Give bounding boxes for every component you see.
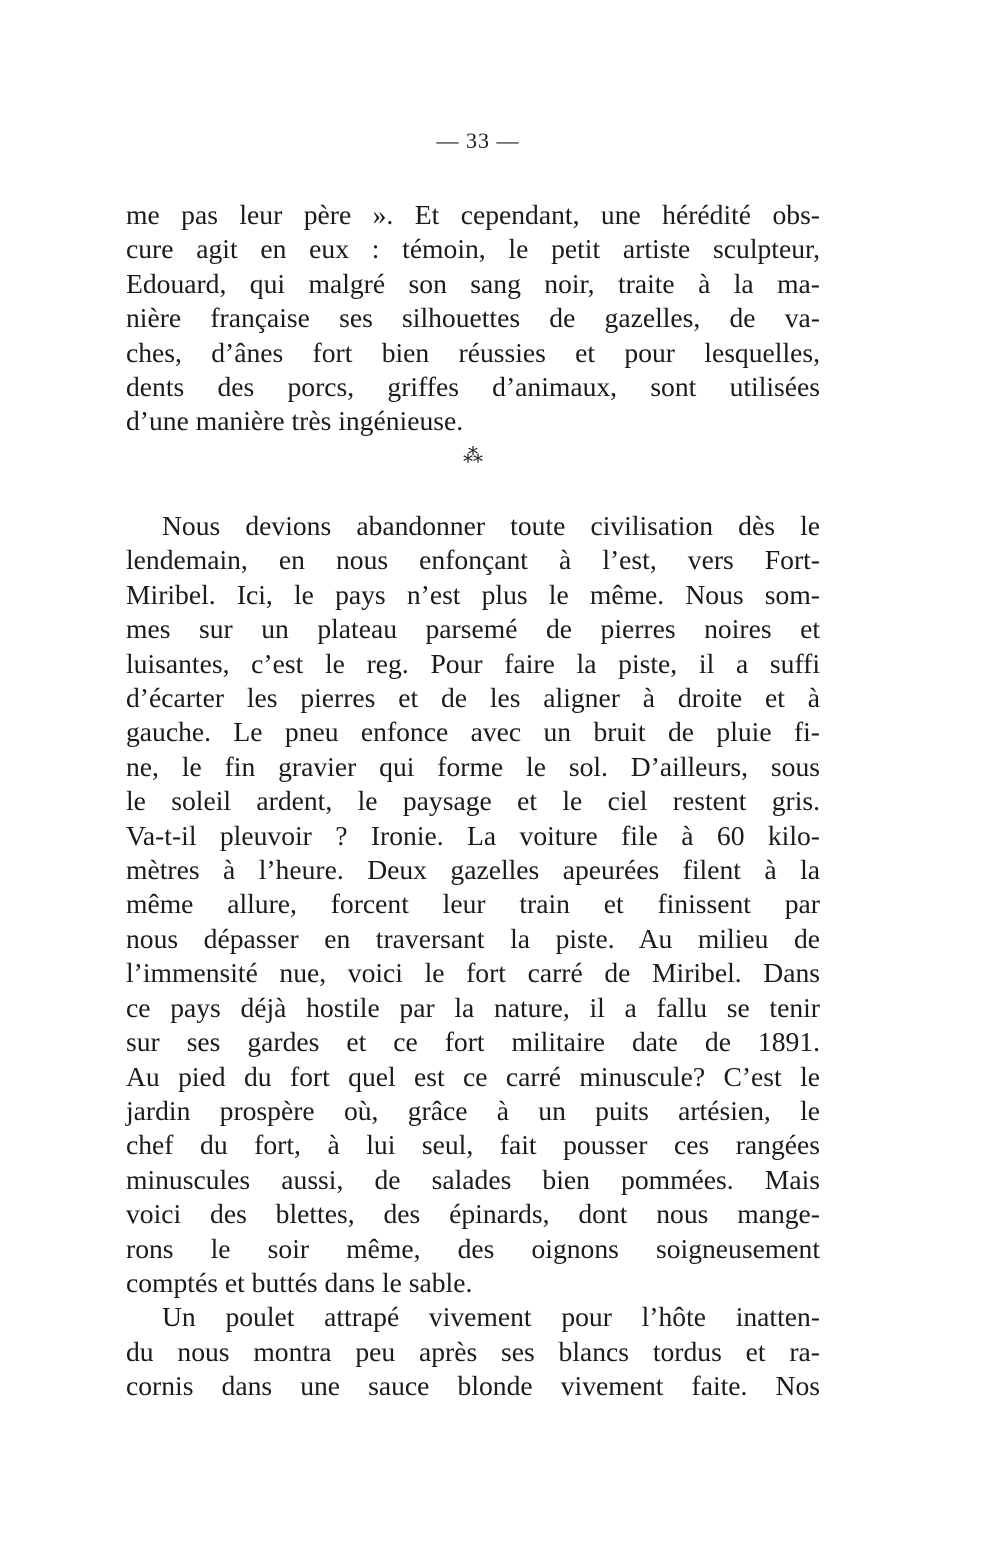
section-ornament: ⁂: [463, 445, 483, 467]
text-line: gauche. Le pneu enfonce avec un bruit de pluie fi-: [126, 716, 820, 748]
text-line: ce pays déjà hostile par la nature, il a fallu se tenir: [126, 991, 820, 1023]
text-line: cornis dans une sauce blonde vivement faite. Nos: [126, 1370, 820, 1402]
text-line: même allure, forcent leur train et finissent par: [126, 888, 820, 920]
text-line: ches, d’ânes fort bien réussies et pour lesquelles,: [126, 336, 820, 368]
text-line: dents des porcs, griffes d’animaux, sont utilisées: [126, 371, 820, 403]
text-line: sur ses gardes et ce fort militaire date de 1891.: [126, 1026, 820, 1058]
page-number: — 33 —: [436, 128, 520, 153]
text-line: d’une manière très ingénieuse.: [126, 405, 464, 437]
text-line: ne, le fin gravier qui forme le sol. D’ailleurs, sous: [126, 750, 820, 782]
text-line: l’immensité nue, voici le fort carré de Miribel. Dans: [126, 957, 820, 989]
text-line: cure agit en eux : témoin, le petit artiste sculpteur,: [126, 233, 820, 265]
text-line: rons le soir même, des oignons soigneusement: [126, 1232, 820, 1264]
text-line: mètres à l’heure. Deux gazelles apeurées filent à la: [126, 854, 820, 886]
text-line: mes sur un plateau parsemé de pierres noires et: [126, 613, 820, 645]
text-line: Au pied du fort quel est ce carré minuscule? C’est le: [126, 1060, 820, 1092]
text-line: du nous montra peu après ses blancs tordus et ra-: [126, 1335, 820, 1367]
text-line: Edouard, qui malgré son sang noir, traite à la ma-: [126, 267, 820, 299]
text-line: lendemain, en nous enfonçant à l’est, vers Fort-: [126, 544, 820, 576]
text-line: voici des blettes, des épinards, dont nous mange-: [126, 1198, 820, 1230]
text-line: Nous devions abandonner toute civilisation dès le: [162, 510, 820, 541]
text-line: me pas leur père ». Et cependant, une hérédité obs-: [126, 199, 820, 230]
text-line: jardin prospère où, grâce à un puits artésien, le: [126, 1094, 820, 1126]
text-line: nous dépasser en traversant la piste. Au milieu de: [126, 922, 820, 954]
paragraph-continued: [126, 198, 820, 439]
text-line: nière française ses silhouettes de gazelles, de va-: [126, 302, 820, 334]
paragraph-body: [126, 509, 820, 1404]
text-line: Va-t-il pleuvoir ? Ironie. La voiture file à 60 kilo-: [126, 819, 820, 851]
text-line: Miribel. Ici, le pays n’est plus le même. Nous som-: [126, 578, 820, 610]
text-line: Un poulet attrapé vivement pour l’hôte inatten-: [162, 1301, 820, 1333]
text-line: minuscules aussi, de salades bien pommées. Mais: [126, 1163, 820, 1195]
text-line: comptés et buttés dans le sable.: [126, 1266, 473, 1298]
text-line: le soleil ardent, le paysage et le ciel restent gris.: [126, 785, 820, 817]
text-line: d’écarter les pierres et de les aligner à droite et à: [126, 682, 820, 714]
text-line: chef du fort, à lui seul, fait pousser ces rangées: [126, 1129, 820, 1161]
text-line: luisantes, c’est le reg. Pour faire la piste, il a suffi: [126, 647, 820, 679]
